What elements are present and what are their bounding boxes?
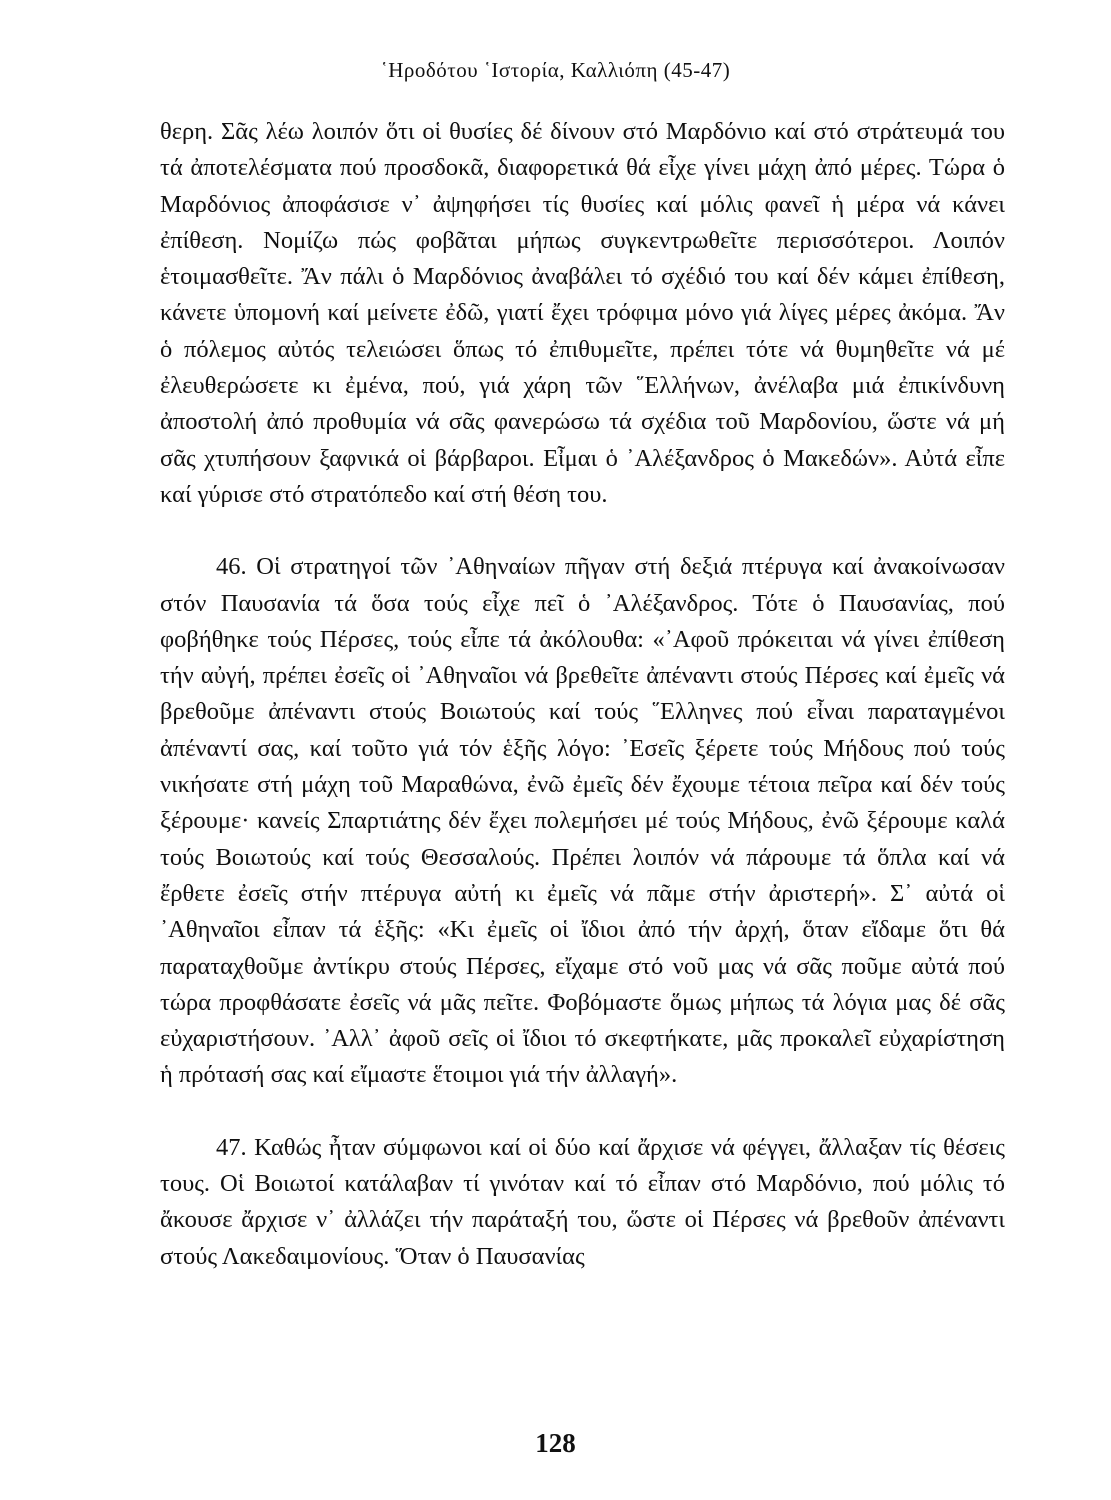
- running-title: ῾Ηροδότου ῾Ιστορία, Καλλιόπη (45-47): [380, 58, 731, 82]
- paragraph-continuation: θερη. Σᾶς λέω λοιπόν ὅτι οἱ θυσίες δέ δίνουν στό Μαρδόνιο καί στό στράτευμά του τά ἀποτελέσματα πού προσδοκᾶ, διαφορετικά θά εἶχε γίνει μάχη ἀπό μέρες. Τώρα ὁ Μαρδόνιος ἀποφάσισε ν᾽ ἀψηφήσει τίς θυσίες καί μόλις φανεῖ ἡ μέρα νά κάνει ἐπίθεση. Νομίζω πώς φοβᾶται μήπως συγκεντρωθεῖτε περισσότεροι. Λοιπόν ἑτοιμασθεῖτε. Ἄν πάλι ὁ Μαρδόνιος ἀναβάλει τό σχέδιό του καί δέν κάμει ἐπίθεση, κάνετε ὑπομονή καί μείνετε ἐδῶ, γιατί ἔχει τρόφιμα μόνο γιά λίγες μέρες ἀκόμα. Ἄν ὁ πόλεμος αὐτός τελειώσει ὅπως τό ἐπιθυμεῖτε, πρέπει τότε νά θυμηθεῖτε νά μέ ἐλευθερώσετε κι ἐμένα, πού, γιά χάρη τῶν ῞Ελλήνων, ἀνέλαβα μιά ἐπικίνδυνη ἀποστολή ἀπό προθυμία νά σᾶς φανερώσω τά σχέδια τοῦ Μαρδονίου, ὥστε νά μή σᾶς χτυπήσουν ξαφνικά οἱ βάρβαροι. Εἶμαι ὁ ᾿Αλέξανδρος ὁ Μακεδών». Αὐτά εἶπε καί γύρισε στό στρατόπεδο καί στή θέση του.: [160, 118, 1005, 508]
- page-number: 128: [535, 1428, 576, 1458]
- paragraph-46: 46. Οἱ στρατηγοί τῶν ᾿Αθηναίων πῆγαν στή δεξιά πτέρυγα καί ἀνακοίνωσαν στόν Παυσανία τά ὅσα τούς εἶχε πεῖ ὁ ᾿Αλέξανδρος. Τότε ὁ Παυσανίας, πού φοβήθηκε τούς Πέρσες, τούς εἶπε τά ἀκόλουθα: «᾿Αφοῦ πρόκειται νά γίνει ἐπίθεση τήν αὐγή, πρέπει ἐσεῖς οἱ ᾿Αθηναῖοι νά βρεθεῖτε ἀπέναντι στούς Πέρσες καί ἐμεῖς νά βρεθοῦμε ἀπέναντι στούς Βοιωτούς καί τούς ῞Ελληνες πού εἶναι παραταγμένοι ἀπέναντί σας, καί τοῦτο γιά τόν ἑξῆς λόγο: ᾿Εσεῖς ξέρετε τούς Μήδους πού τούς νικήσατε στή μάχη τοῦ Μαραθώνα, ἐνῶ ἐμεῖς δέν ἔχουμε τέτοια πεῖρα καί δέν τούς ξέρουμε· κανείς Σπαρτιάτης δέν ἔχει πολεμήσει μέ τούς Μήδους, ἐνῶ ξέρουμε καλά τούς Βοιωτούς καί τούς Θεσσαλούς. Πρέπει λοιπόν νά πάρουμε τά ὅπλα καί νά ἔρθετε ἐσεῖς στήν πτέρυγα αὐτή κι ἐμεῖς νά πᾶμε στήν ἀριστερή». Σ᾽ αὐτά οἱ ᾿Αθηναῖοι εἶπαν τά ἑξῆς: «Κι ἐμεῖς οἱ ἴδιοι ἀπό τήν ἀρχή, ὅταν εἴδαμε ὅτι θά παραταχθοῦμε ἀντίκρυ στούς Πέρσες, εἴχαμε στό νοῦ μας νά σᾶς ποῦμε αὐτά πού τώρα προφθάσατε ἐσεῖς νά μᾶς πεῖτε. Φοβόμαστε ὅμως μήπως τά λόγια μας δέ σᾶς εὐχαριστήσουν. ᾿Αλλ᾽ ἀφοῦ σεῖς οἱ ἴδιοι τό σκεφτήκατε, μᾶς προκαλεῖ εὐχαρίστηση ἡ πρότασή σας καί εἴμαστε ἕτοιμοι γιά τήν ἀλλαγή».: [160, 553, 1005, 1089]
- body-text: [160, 114, 1005, 1275]
- paragraph-47: 47. Καθώς ἦταν σύμφωνοι καί οἱ δύο καί ἄρχισε νά φέγγει, ἄλλαξαν τίς θέσεις τους. Οἱ Βοιωτοί κατάλαβαν τί γινόταν καί τό εἶπαν στό Μαρδόνιο, πού μόλις τό ἄκουσε ἄρχισε ν᾽ ἀλλάζει τήν παράταξή του, ὥστε οἱ Πέρσες νά βρεθοῦν ἀπέναντι στούς Λακεδαιμονίους. Ὅταν ὁ Παυσανίας: [160, 1133, 1005, 1270]
